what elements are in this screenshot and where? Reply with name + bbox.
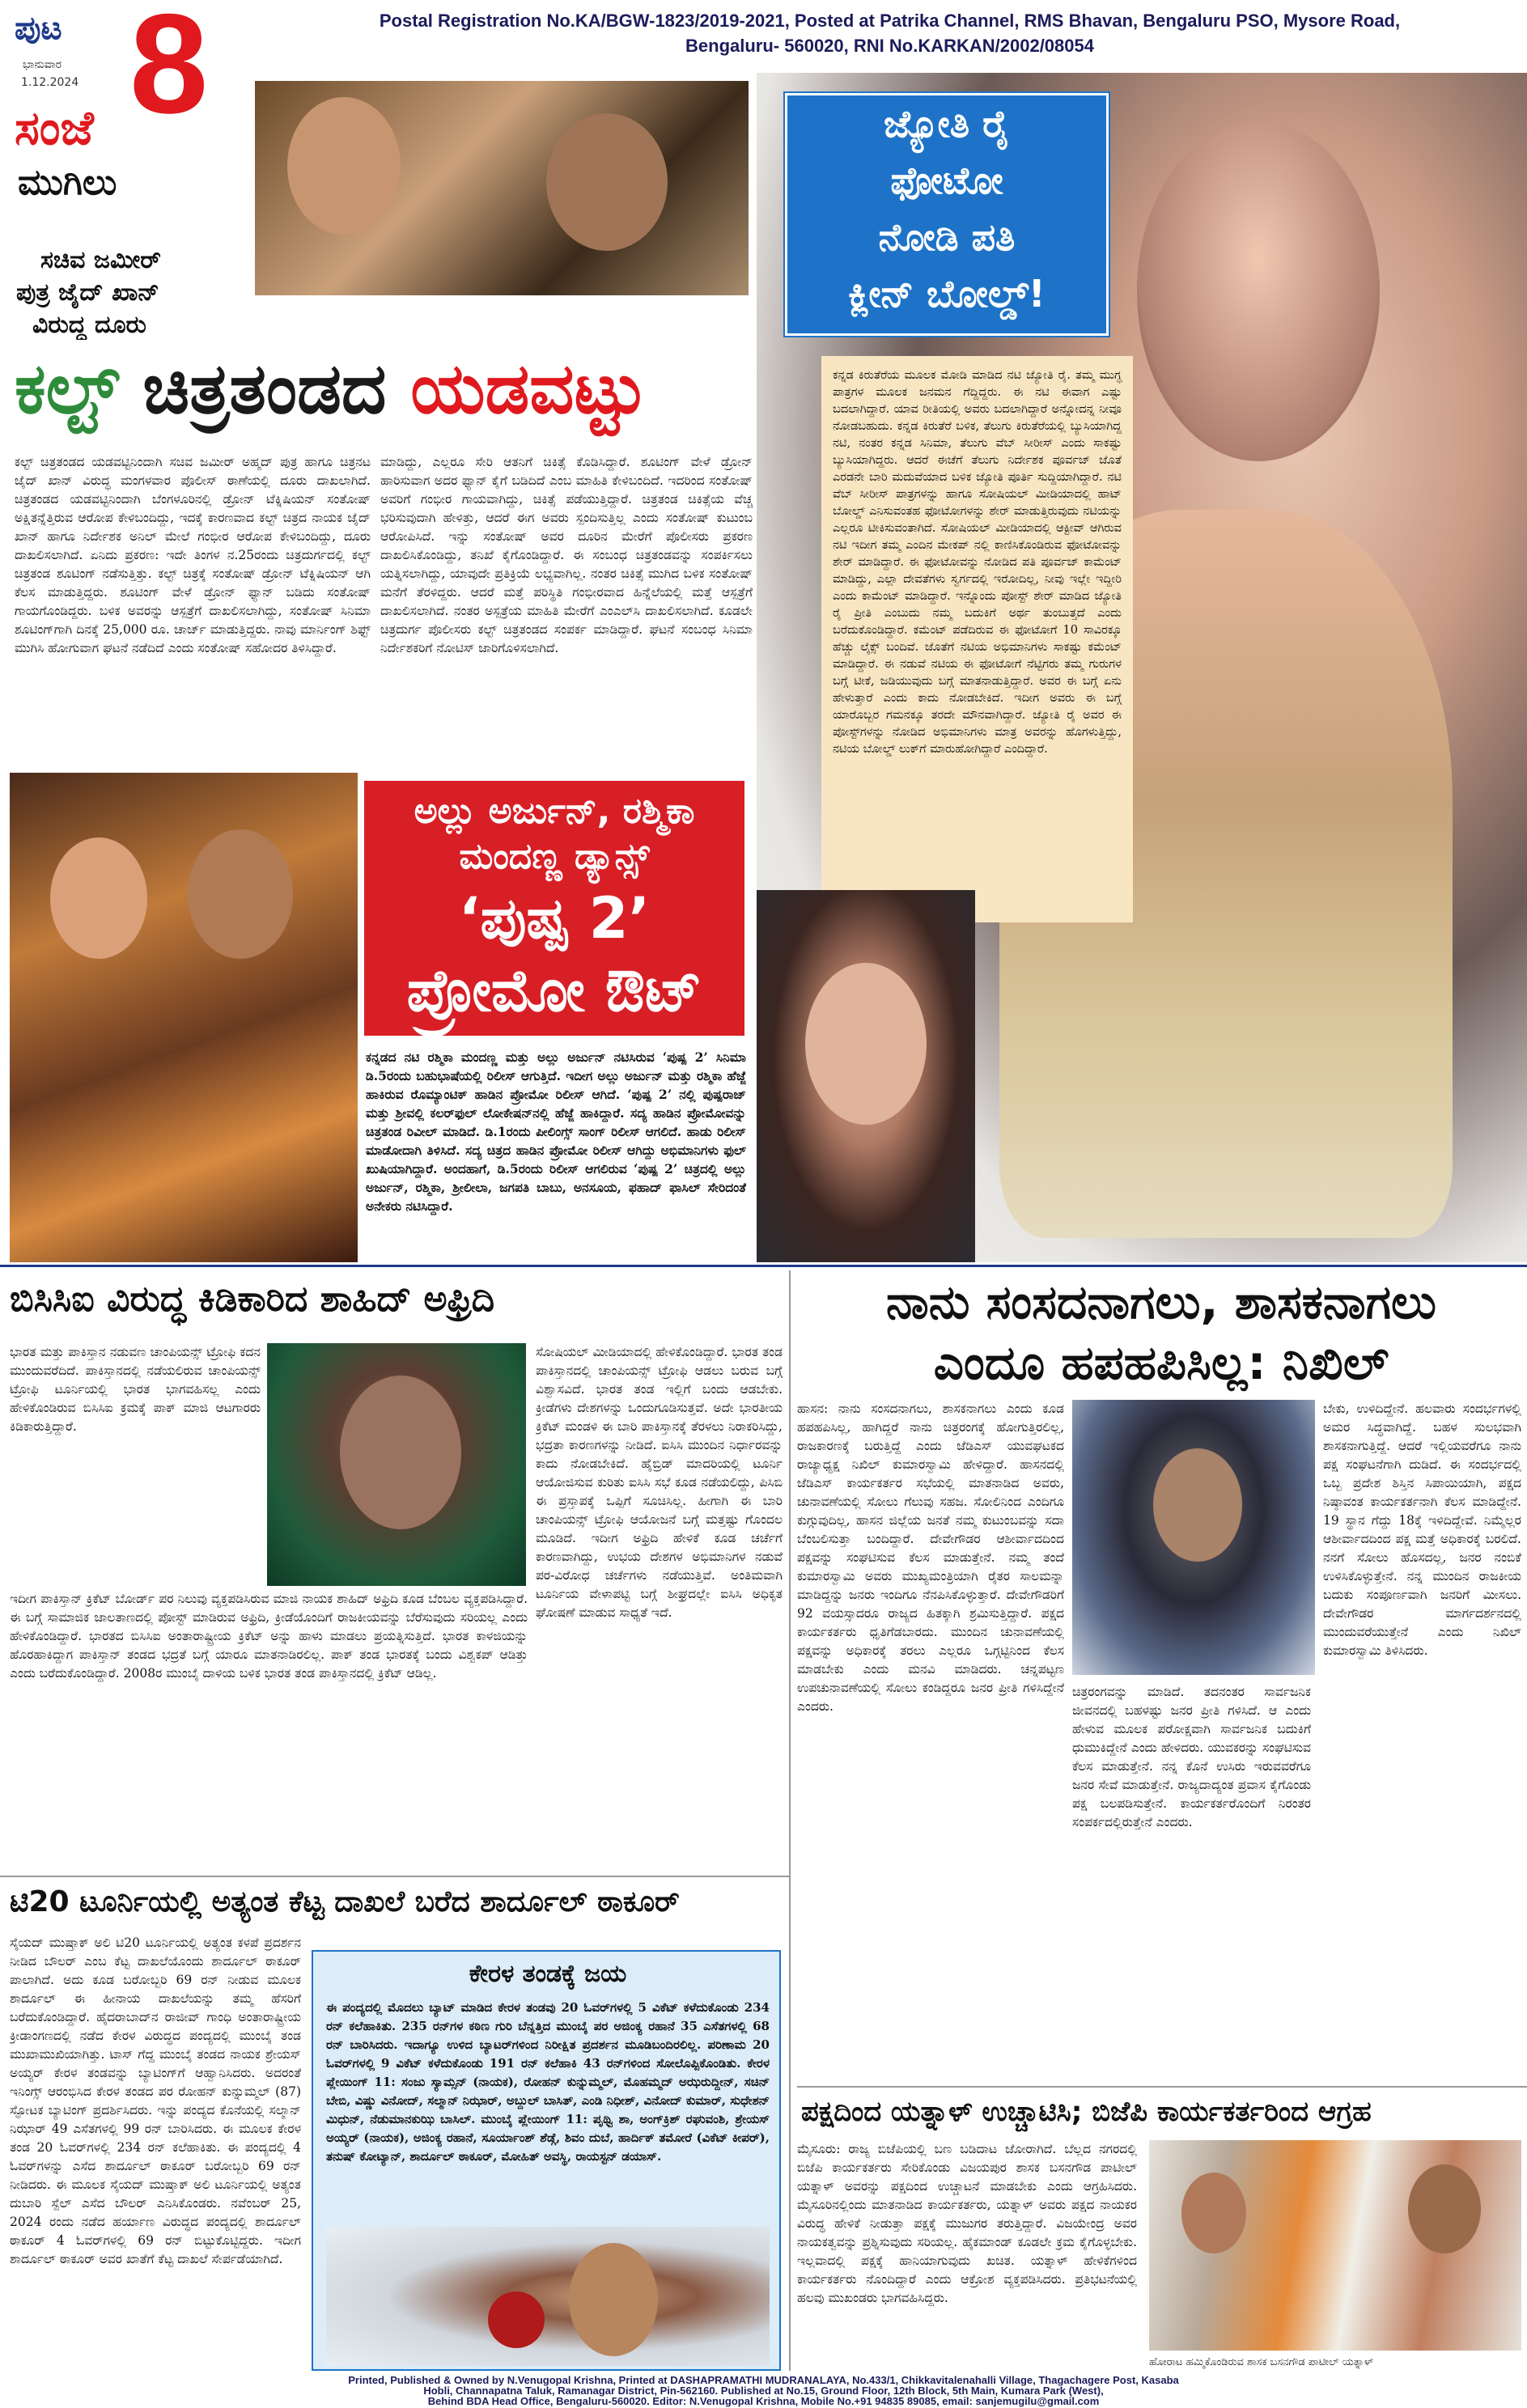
pushpa-title-line: ‘ಪುಷ್ಪ 2’: [458, 885, 651, 952]
pushpa-title-line: ಅಲ್ಲು ಅರ್ಜುನ್, ರಶ್ಮಿಕಾ: [414, 791, 695, 832]
afridi-headline: ಬಿಸಿಸಿಐ ವಿರುದ್ಧ ಕಿಡಿಕಾರಿದ ಶಾಹಿದ್ ಅಫ್ರಿದಿ: [10, 1278, 495, 1320]
pushpa-title-box: [364, 781, 744, 1036]
column-divider: [789, 1270, 791, 2371]
cult-headline-part: ಚಿತ್ರತಂಡದ: [118, 349, 411, 430]
jyothi-title-box: [785, 93, 1109, 336]
imprint-line: Behind BDA Head Office, Bengaluru-560020. Editor: N.Venugopal Krishna, Mobile No.+91 94835 89085, email: sanjemugilu@gmail.com: [427, 2395, 1100, 2407]
jyothi-article-box: [821, 356, 1133, 922]
portrait-face-graphic: [340, 1376, 461, 1529]
pushpa-article-text: ಕನ್ನಡದ ನಟಿ ರಶ್ಮಿಕಾ ಮಂದಣ್ಣ ಮತ್ತು ಅಲ್ಲು ಅರ್ಜುನ್ ನಟಿಸಿರುವ ‘ಪುಷ್ಪ 2’ ಸಿನಿಮಾ ಡಿ.5ರಂದು ಬಹುಭಾಷೆಯಲ್ಲಿ ರಿಲೀಸ್ ಆಗುತ್ತಿದೆ. ಇದೀಗ ಅಲ್ಲು ಅರ್ಜುನ್ ಮತ್ತು ರಶ್ಮಿಕಾ ಹೆಜ್ಜೆ ಹಾಕಿರುವ ರೊಮ್ಯಾಂಟಿಕ್ ಹಾಡಿನ ಪ್ರೋಮೋ ರಿಲೀಸ್ ಆಗಿದೆ. ‘ಪುಷ್ಪ 2’ ನಲ್ಲಿ ಪುಷ್ಪರಾಜ್ ಮತ್ತು ಶ್ರೀವಲ್ಲಿ ಕಲರ್‌ಫುಲ್ ಲೋಕೇಷನ್‌ನಲ್ಲಿ ಹೆಜ್ಜೆ ಹಾಕಿದ್ದಾರೆ. ಸದ್ಯ ಹಾಡಿನ ಪ್ರೋಮೋವನ್ನು ಚಿತ್ರತಂಡ ರಿವೀಲ್ ಮಾಡಿದೆ. ಡಿ.1ರಂದು ಪೀಲಿಂಗ್ಸ್ ಸಾಂಗ್ ರಿಲೀಸ್ ಆಗಲಿದೆ. ಹಾಡು ರಿಲೀಸ್ ಮಾಡೋದಾಗಿ ತಿಳಿಸಿದೆ. ಸದ್ಯ ಚಿತ್ರದ ಹಾಡಿನ ಪ್ರೋಮೋ ರಿಲೀಸ್ ಆಗಿದ್ದು ಅಭಿಮಾನಿಗಳು ಫುಲ್ ಖುಷಿಯಾಗಿದ್ದಾರೆ. ಅಂದಹಾಗೆ, ಡಿ.5ರಂದು ರಿಲೀಸ್ ಆಗಲಿರುವ ‘ಪುಷ್ಪ 2’ ಚಿತ್ರದಲ್ಲಿ ಅಲ್ಲು ಅರ್ಜುನ್, ರಶ್ಮಿಕಾ, ಶ್ರೀಲೀಲಾ, ಜಗಪತಿ ಬಾಬು, ಅನಸೂಯ, ಫಹಾದ್ ಫಾಸಿಲ್ ಸೇರಿದಂತೆ ಅನೇಕರು ನಟಿಸಿದ್ದಾರೆ.: [366, 1049, 746, 1214]
kicker-line: ವಿರುದ್ಧ ದೂರು: [32, 311, 146, 339]
nikhil-headline-line-2: ಎಂದೂ ಹಪಹಪಿಸಿಲ್ಲ: ನಿಖಿಲ್: [933, 1335, 1389, 1390]
yatnal-protest-photo: [1149, 2140, 1521, 2351]
pushpa-2-photo: [10, 773, 358, 1262]
jyothi-title-line: ಜ್ಯೋತಿ ರೈ: [884, 102, 1010, 146]
actor-face-graphic: [50, 837, 147, 959]
afridi-article-column-1b: ಇದೀಗ ಪಾಕಿಸ್ತಾನ್ ಕ್ರಿಕೆಟ್ ಬೋರ್ಡ್ ಪರ ನಿಲುವು ವ್ಯಕ್ತಪಡಿಸಿರುವ ಮಾಜಿ ನಾಯಕ ಶಾಹಿದ್ ಅಫ್ರಿದಿ ಕೂಡ ಬೆಂಬಲ ವ್ಯಕ್ತಪಡಿಸಿದ್ದಾರೆ. ಈ ಬಗ್ಗೆ ಸಾಮಾಜಿಕ ಜಾಲತಾಣದಲ್ಲಿ ಪೋಸ್ಟ್ ಮಾಡಿರುವ ಅಫ್ರಿದಿ, ಕ್ರೀಡೆಯೊಂದಿಗೆ ರಾಜಕೀಯವನ್ನು ಬೆರೆಸುವುದು ಸರಿಯಲ್ಲ ಎಂದು ಹೇಳಿಕೊಂಡಿದ್ದಾರೆ. ಭಾರತದ ಬಿಸಿಸಿಐ ಅಂತಾರಾಷ್ಟ್ರೀಯ ಕ್ರಿಕೆಟ್ ಅನ್ನು ಹಾಳು ಮಾಡಲು ಪ್ರಯತ್ನಿಸುತ್ತಿದೆ. ಭಾರತ ಕಾಳಜಿಯನ್ನು ಹೊರಹಾಕಿದ್ದಾಗ ಪಾಕಿಸ್ತಾನ್ ತಂಡದ ಭದ್ರತೆ ಬಗ್ಗೆ ಯಾರೂ ಮಾತನಾಡಿರಲಿಲ್ಲ. ಪಾಕ್ ತಂಡ ಭಾರತಕ್ಕೆ ಬಂದು ವಿಶ್ವಕಪ್ ಆಡಿತ್ತು ಎಂದು ಬರೆದುಕೊಂಡಿದ್ದಾರೆ. 2008ರ ಮುಂಬೈ ದಾಳಿಯ ಬಳಿಕ ಭಾರತ ತಂಡ ಪಾಕಿಸ್ತಾನದಲ್ಲಿ ಕ್ರಿಕೆಟ್ ಆಡಿಲ್ಲ.: [10, 1592, 528, 1681]
cult-film-photo: [255, 81, 749, 295]
section-divider: [0, 1265, 1527, 1267]
person-graphic: [1408, 2164, 1481, 2253]
postal-registration: [252, 0, 1527, 68]
thakur-article: ಸೈಯದ್ ಮುಷ್ತಾಕ್ ಅಲಿ ಟಿ20 ಟೂರ್ನಿಯಲ್ಲಿ ಅತ್ಯಂತ ಕಳಪೆ ಪ್ರದರ್ಶನ ನೀಡಿದ ಬೌಲರ್ ಎಂಬ ಕೆಟ್ಟ ದಾಖಲೆಯೊಂದು ಶಾರ್ದೂಲ್ ಠಾಕೂರ್ ಪಾಲಾಗಿದೆ. ಅದು ಕೂಡ ಬರೋಬ್ಬರಿ 69 ರನ್ ನೀಡುವ ಮೂಲಕ ಶಾರ್ದೂಲ್ ಈ ಹೀನಾಯ ದಾಖಲೆಯನ್ನು ತಮ್ಮ ಹೆಸರಿಗೆ ಬರೆದುಕೊಂಡಿದ್ದಾರೆ. ಹೈದರಾಬಾದ್‌ನ ರಾಜೀವ್ ಗಾಂಧಿ ಅಂತಾರಾಷ್ಟ್ರೀಯ ಕ್ರೀಡಾಂಗಣದಲ್ಲಿ ನಡೆದ ಕೇರಳ ವಿರುದ್ಧದ ಪಂದ್ಯದಲ್ಲಿ ಮುಂಬೈ ತಂಡ ಮುಖಾಮುಖಿಯಾಗಿತ್ತು. ಟಾಸ್ ಗೆದ್ದ ಮುಂಬೈ ತಂಡದ ನಾಯಕ ಶ್ರೇಯಸ್ ಅಯ್ಯರ್ ಕೇರಳ ತಂಡವನ್ನು ಬ್ಯಾಟಿಂಗ್‌ಗೆ ಆಹ್ವಾನಿಸಿದರು. ಅದರಂತೆ ಇನಿಂಗ್ಸ್ ಆರಂಭಿಸಿದ ಕೇರಳ ತಂಡದ ಪರ ರೋಹನ್ ಕುನ್ನುಮ್ಮಲ್ (87) ಸ್ಫೋಟಕ ಬ್ಯಾಟಿಂಗ್ ಪ್ರದರ್ಶಿಸಿದರು. ಇನ್ನು ಪಂದ್ಯದ ಕೊನೆಯಲ್ಲಿ ಸಲ್ಮಾನ್ ನಿಝಾರ್ 49 ಎಸೆತಗಳಲ್ಲಿ 99 ರನ್ ಬಾರಿಸಿದರು. ಈ ಮೂಲಕ ಕೇರಳ ತಂಡ 20 ಓವರ್‌ಗಳಲ್ಲಿ 234 ರನ್ ಕಲೆಹಾಕಿತು. ಈ ಪಂದ್ಯದಲ್ಲಿ 4 ಓವರ್‌ಗಳನ್ನು ಎಸೆದ ಶಾರ್ದೂಲ್ ಠಾಕೂರ್ ಬರೋಬ್ಬರಿ 69 ರನ್ ನೀಡಿದರು. ಈ ಮೂಲಕ ಸೈಯದ್ ಮುಷ್ತಾಕ್ ಅಲಿ ಟೂರ್ನಿಯಲ್ಲಿ ಅತ್ಯಂತ ದುಬಾರಿ ಸ್ಪೆಲ್ ಎಸೆದ ಬೌಲರ್ ಎನಿಸಿಕೊಂಡರು. ನವೆಂಬರ್ 25, 2024 ರಂದು ನಡೆದ ಹರ್ಯಾಣ ವಿರುದ್ಧದ ಪಂದ್ಯದಲ್ಲಿ ಶಾರ್ದೂಲ್ ಠಾಕೂರ್ 4 ಓವರ್‌ಗಳಲ್ಲಿ 69 ರನ್ ಬಿಟ್ಟುಕೊಟ್ಟಿದ್ದರು. ಇದೀಗ ಶಾರ್ದೂಲ್ ಠಾಕೂರ್ ಅವರ ಖಾತೆಗೆ ಕೆಟ್ಟ ದಾಖಲೆ ಸೇರ್ಪಡೆಯಾಗಿದೆ.: [10, 1935, 301, 2266]
page-label: ಪುಟ: [15, 10, 62, 47]
paper-name: ಸಂಜೆ: [15, 100, 94, 155]
person-graphic: [1181, 2173, 1246, 2253]
cricket-ball-graphic: [488, 2291, 545, 2348]
pushpa-title-line: ಮಂದಣ್ಣ ಡ್ಯಾನ್ಸ್: [459, 836, 650, 877]
imprint-line: Hobli, Channapatna Taluk, Ramanagar District, Pin-562160. Published at No.15, Ground Floor, 12th Block, 5th Main, Kumara Park (West),: [423, 2385, 1104, 2397]
imprint-footer: [0, 2375, 1527, 2408]
kicker-line: ಸಚಿವ ಜಮೀರ್: [40, 246, 161, 274]
pushpa-article: [366, 1048, 746, 1258]
portrait-face-graphic: [569, 2243, 658, 2356]
afridi-article-column-2: ಸೋಷಿಯಲ್ ಮೀಡಿಯಾದಲ್ಲಿ ಹೇಳಿಕೊಂಡಿದ್ದಾರೆ. ಭಾರತ ತಂಡ ಪಾಕಿಸ್ತಾನದಲ್ಲಿ ಚಾಂಪಿಯನ್ಸ್ ಟ್ರೋಫಿ ಆಡಲು ಬರುವ ಬಗ್ಗೆ ವಿಶ್ವಾಸವಿದೆ. ಭಾರತ ತಂಡ ಇಲ್ಲಿಗೆ ಬಂದು ಆಡಬೇಕು. ಕ್ರೀಡೆಗಳು ದೇಶಗಳನ್ನು ಒಂದುಗೂಡಿಸುತ್ತವೆ. ಅದೇ ಭಾರತೀಯ ಕ್ರಿಕೆಟ್ ಮಂಡಳಿ ಈ ಬಾರಿ ಪಾಕಿಸ್ತಾನಕ್ಕೆ ತೆರಳಲು ನಿರಾಕರಿಸಿದ್ದು, ಭದ್ರತಾ ಕಾರಣಗಳನ್ನು ನೀಡಿದೆ. ಐಸಿಸಿ ಮುಂದಿನ ನಿರ್ಧಾರವನ್ನು ಕಾದು ನೋಡಬೇಕಿದೆ. ಹೈಬ್ರಿಡ್ ಮಾದರಿಯಲ್ಲಿ ಟೂರ್ನಿ ಆಯೋಜಿಸುವ ಕುರಿತು ಐಸಿಸಿ ಸಭೆ ಕೂಡ ನಡೆಯಲಿದ್ದು, ಪಿಸಿಬಿ ಈ ಪ್ರಸ್ತಾಪಕ್ಕೆ ಒಪ್ಪಿಗೆ ಸೂಚಿಸಿಲ್ಲ. ಹೀಗಾಗಿ ಈ ಬಾರಿ ಚಾಂಪಿಯನ್ಸ್ ಟ್ರೋಫಿ ಆಯೋಜನೆ ಬಗ್ಗೆ ಮತ್ತಷ್ಟು ಗೊಂದಲ ಮೂಡಿದೆ. ಇದೀಗ ಅಫ್ರಿದಿ ಹೇಳಿಕೆ ಕೂಡ ಚರ್ಚೆಗೆ ಕಾರಣವಾಗಿದ್ದು, ಉಭಯ ದೇಶಗಳ ಅಭಿಮಾನಿಗಳ ನಡುವೆ ಪರ-ವಿರೋಧ ಚರ್ಚೆಗಳು ನಡೆಯುತ್ತಿವೆ. ಅಂತಿಮವಾಗಿ ಟೂರ್ನಿಯ ವೇಳಾಪಟ್ಟಿ ಬಗ್ಗೆ ಶೀಘ್ರದಲ್ಲೇ ಐಸಿಸಿ ಅಧಿಕೃತ ಘೋಷಣೆ ಮಾಡುವ ಸಾಧ್ಯತೆ ಇದೆ.: [536, 1345, 783, 1620]
thakur-headline: ಟಿ20 ಟೂರ್ನಿಯಲ್ಲಿ ಅತ್ಯಂತ ಕೆಟ್ಟ ದಾಖಲೆ ಬರೆದ ಶಾರ್ದೂಲ್ ಠಾಕೂರ್: [10, 1885, 680, 1918]
cult-article-column-1: ಕಲ್ಟ್ ಚಿತ್ರತಂಡದ ಯಡವಟ್ಟಿನಿಂದಾಗಿ ಸಚಿವ ಜಮೀರ್ ಅಹ್ಮದ್ ಪುತ್ರ ಹಾಗೂ ಚಿತ್ರನಟ ಜೈದ್ ಖಾನ್ ವಿರುದ್ಧ ಮಂಗಳವಾರ ಪೊಲೀಸ್ ಠಾಣೆಯಲ್ಲಿ ದೂರು ದಾಖಲಾಗಿದೆ. ಚಿತ್ರತಂಡದ ಯಡವಟ್ಟಿನಿಂದಾಗಿ ಬೆಂಗಳೂರಿನಲ್ಲಿ ಡ್ರೋನ್ ಟೆಕ್ನಿಷಿಯನ್ ಸಂತೋಷ್ ಅಕ್ಷಿತನ್ನೆತ್ತಿರುವ ಆರೋಪ ಕೇಳಿಬಂದಿದ್ದು, ಇದಕ್ಕೆ ಕಾರಣವಾದ ಕಲ್ಟ್ ಚಿತ್ರದ ನಾಯಕ ಜೈದ್ ಖಾನ್ ಹಾಗೂ ನಿರ್ದೇಶಕ ಅನಿಲ್ ಮೇಲೆ ಗಂಭೀರ ಆರೋಪ ಕೇಳಿಬಂದಿದ್ದು, ದೂರು ದಾಖಲಿಸಲಾಗಿದೆ. ಏನಿದು ಪ್ರಕರಣ: ಇದೇ ತಿಂಗಳ ನ.25ರಂದು ಚಿತ್ರದುರ್ಗದಲ್ಲಿ ಕಲ್ಟ್ ಚಿತ್ರತಂಡ ಶೂಟಿಂಗ್ ನಡೆಸುತ್ತಿತ್ತು. ಕಲ್ಟ್ ಚಿತ್ರಕ್ಕೆ ಸಂತೋಷ್ ಡ್ರೋನ್ ಟೆಕ್ನಿಷಿಯನ್ ಆಗಿ ಕೆಲಸ ಮಾಡುತ್ತಿದ್ದರು. ಶೂಟಿಂಗ್ ವೇಳೆ ಡ್ರೋನ್ ಫ್ಯಾನ್ ಬಡಿದು ಸಂತೋಷ್ ಗಾಯಗೊಂಡಿದ್ದರು. ಬಳಿಕ ಅವರನ್ನು ಆಸ್ಪತ್ರೆಗೆ ದಾಖಲಿಸಲಾಗಿದ್ದು, ಸಂತೋಷ್ ಸಿನಿಮಾ ಶೂಟಿಂಗ್‌ಗಾಗಿ ದಿನಕ್ಕೆ 25,000 ರೂ. ಚಾರ್ಜ್ ಮಾಡುತ್ತಿದ್ದರು. ನಾವು ಮಾರ್ನಿಂಗ್ ಶಿಫ್ಟ್ ಮುಗಿಸಿ ಹೋಗುವಾಗ ಘಟನೆ ನಡೆದಿದೆ ಎಂದು ಸಂತೋಷ್ ಸಹೋದರ ತಿಳಿಸಿದ್ದಾರೆ.: [15, 455, 371, 655]
kerala-sidebar-text-wrap: [326, 1999, 770, 2221]
cult-article-column-2: ಮಾಡಿದ್ದು, ಎಲ್ಲರೂ ಸೇರಿ ಆತನಿಗೆ ಚಿಕಿತ್ಸೆ ಕೊಡಿಸಿದ್ದಾರೆ. ಶೂಟಿಂಗ್ ವೇಳೆ ಡ್ರೋನ್ ಹಾರಿಸುವಾಗ ಅದರ ಫ್ಯಾನ್ ಕೈಗೆ ಬಡಿದಿದೆ ಎಂಬ ಮಾಹಿತಿ ಕೇಳಿಬಂದಿದೆ. ಇದರಿಂದ ಸಂತೋಷ್ ಅವರಿಗೆ ಗಂಭೀರ ಗಾಯವಾಗಿದ್ದು, ಚಿಕಿತ್ಸೆ ಪಡೆಯುತ್ತಿದ್ದಾರೆ. ಚಿತ್ರತಂಡ ಚಿಕಿತ್ಸೆಯ ವೆಚ್ಚ ಭರಿಸುವುದಾಗಿ ಹೇಳಿತ್ತು, ಆದರೆ ಈಗ ಅವರು ಸ್ಪಂದಿಸುತ್ತಿಲ್ಲ ಎಂದು ಸಂತೋಷ್ ಕುಟುಂಬ ಆರೋಪಿಸಿದೆ. ಇನ್ನು ಸಂತೋಷ್ ಅವರ ದೂರಿನ ಮೇರೆಗೆ ಪೊಲೀಸರು ಪ್ರಕರಣ ದಾಖಲಿಸಿಕೊಂಡಿದ್ದು, ತನಿಖೆ ಕೈಗೊಂಡಿದ್ದಾರೆ. ಈ ಸಂಬಂಧ ಚಿತ್ರತಂಡವನ್ನು ಸಂಪರ್ಕಿಸಲು ಯತ್ನಿಸಲಾಗಿದ್ದು, ಯಾವುದೇ ಪ್ರತಿಕ್ರಿಯೆ ಲಭ್ಯವಾಗಿಲ್ಲ. ನಂತರ ಚಿಕಿತ್ಸೆ ಮುಗಿದ ಬಳಿಕ ಸಂತೋಷ್ ಮನೆಗೆ ತೆರಳಿದ್ದರು. ಆದರೆ ಮತ್ತೆ ಪರಿಸ್ಥಿತಿ ಗಂಭೀರವಾದ ಹಿನ್ನೆಲೆಯಲ್ಲಿ ಮತ್ತೆ ಆಸ್ಪತ್ರೆಗೆ ದಾಖಲಿಸಲಾಗಿದೆ. ನಂತರ ಅಸ್ಪತ್ರೆಯ ಮಾಹಿತಿ ಮೇರೆಗೆ ಎಂಎಲ್‌ಸಿ ದಾಖಲಿಸಲಾಗಿದೆ. ಕೂಡಲೇ ಚಿತ್ರದುರ್ಗ ಪೊಲೀಸರು ಕಲ್ಟ್ ಚಿತ್ರತಂಡದ ಸಂಪರ್ಕ ಮಾಡಿದ್ದಾರೆ. ಘಟನೆ ಸಂಬಂಧ ಸಿನಿಮಾ ನಿರ್ದೇಶಕರಿಗೆ ನೋಟಿಸ್ ಜಾರಿಗೊಳಿಸಲಾಗಿದೆ.: [380, 455, 753, 655]
postal-line-2: Bengaluru- 560020, RNI No.KARKAN/2002/08054: [685, 36, 1094, 56]
nikhil-article-column-2: ಚಿತ್ರರಂಗವನ್ನು ಮಾಡಿದೆ. ತದನಂತರ ಸಾರ್ವಜನಿಕ ಜೀವನದಲ್ಲಿ ಬಹಳಷ್ಟು ಜನರ ಪ್ರೀತಿ ಗಳಿಸಿದೆ. ಆ ಎಂದು ಹೇಳುವ ಮೂಲಕ ಪರೋಕ್ಷವಾಗಿ ಸಾರ್ವಜನಿಕ ಬದುಕಿಗೆ ಧುಮುಕಿದ್ದೇನೆ ಎಂದು ಹೇಳಿದರು. ಯುವಕರನ್ನು ಸಂಘಟಿಸುವ ಕೆಲಸ ಮಾಡುತ್ತೇನೆ. ನನ್ನ ಕೊನೆ ಉಸಿರು ಇರುವವರೆಗೂ ಜನರ ಸೇವೆ ಮಾಡುತ್ತೇನೆ. ರಾಜ್ಯದಾದ್ಯಂತ ಪ್ರವಾಸ ಕೈಗೊಂಡು ಪಕ್ಷ ಬಲಪಡಿಸುತ್ತೇನೆ. ಕಾರ್ಯಕರ್ತರೊಂದಿಗೆ ನಿರಂತರ ಸಂಪರ್ಕದಲ್ಲಿರುತ್ತೇನೆ ಎಂದರು.: [1072, 1685, 1311, 1829]
portrait-face-graphic: [1153, 1448, 1242, 1562]
kerala-sidebar-box: [312, 1950, 781, 2371]
actress-portrait-photo: [757, 890, 975, 1262]
jyothi-title-line: ನೋಡಿ ಪತಿ: [878, 215, 1016, 259]
nikhil-kumaraswamy-photo: [1072, 1400, 1315, 1675]
portrait-graphic: [1137, 121, 1380, 461]
shardul-thakur-photo: [326, 2227, 770, 2366]
page-number: 8: [129, 0, 209, 143]
yatnal-headline: ಪಕ್ಷದಿಂದ ಯತ್ನಾಳ್ ಉಚ್ಚಾಟಿಸಿ; ಬಿಜೆಪಿ ಕಾರ್ಯಕರ್ತರಿಂದ ಆಗ್ರಹ: [801, 2096, 1372, 2128]
yatnal-photo-caption: ಹೋರಾಟ ಹಮ್ಮಿಕೊಂಡಿರುವ ಶಾಸಕ ಬಸನಗೌಡ ಪಾಟೀಲ್ ಯತ್ನಾಳ್: [1149, 2356, 1374, 2368]
imprint-line: Printed, Published & Owned by N.Venugopal Krishna, Printed at DASHAPRAMATHI MUDRANALAYA, No.433/1, Chikkavitalenahalli Village, Thagachagere Post, Kasaba: [348, 2374, 1179, 2386]
afridi-article-column-1: ಭಾರತ ಮತ್ತು ಪಾಕಿಸ್ತಾನ ನಡುವಣ ಚಾಂಪಿಯನ್ಸ್ ಟ್ರೋಫಿ ಕದನ ಮುಂದುವರೆದಿದೆ. ಪಾಕಿಸ್ತಾನದಲ್ಲಿ ನಡೆಯಲಿರುವ ಚಾಂಪಿಯನ್ಸ್ ಟ್ರೋಫಿ ಟೂರ್ನಿಯಲ್ಲಿ ಭಾರತ ಭಾಗವಹಿಸಲ್ಲ ಎಂದು ಹೇಳಿಕೊಂಡಿರುವ ಬಿಸಿಸಿಐ ಕ್ರಮಕ್ಕೆ ಪಾಕ್ ಮಾಜಿ ಆಟಗಾರರು ಕಿಡಿಕಾರುತ್ತಿದ್ದಾರೆ.: [10, 1345, 261, 1434]
page-date: 1.12.2024: [21, 76, 79, 89]
paper-name-secondary: ಮುಗಿಲು: [18, 162, 117, 203]
cult-headline-part: ಕಲ್ಟ್: [15, 349, 119, 430]
kerala-sidebar-title: ಕೇರಳ ತಂಡಕ್ಕೆ ಜಯ: [469, 1960, 627, 1988]
masthead: [0, 0, 252, 243]
actor-face-graphic: [188, 829, 293, 959]
actor-face-graphic: [546, 113, 668, 251]
kerala-sidebar-text: ಈ ಪಂದ್ಯದಲ್ಲಿ ಮೊದಲು ಬ್ಯಾಟ್ ಮಾಡಿದ ಕೇರಳ ತಂಡವು 20 ಓವರ್‌ಗಳಲ್ಲಿ 5 ವಿಕೆಟ್ ಕಳೆದುಕೊಂಡು 234 ರನ್ ಕಲೆಹಾಕಿತು. 235 ರನ್‌ಗಳ ಕಠಿಣ ಗುರಿ ಬೆನ್ನತ್ತಿದ ಮುಂಬೈ ಪರ ಅಜಿಂಕ್ಯ ರಹಾನೆ 35 ಎಸೆತಗಳಲ್ಲಿ 68 ರನ್ ಬಾರಿಸಿದರು. ಇದಾಗ್ಯೂ ಉಳಿದ ಬ್ಯಾಟರ್‌ಗಳಿಂದ ನಿರೀಕ್ಷಿತ ಪ್ರದರ್ಶನ ಮೂಡಿಬಂದಿರಲಿಲ್ಲ. ಪರಿಣಾಮ 20 ಓವರ್‌ಗಳಲ್ಲಿ 9 ವಿಕೆಟ್ ಕಳೆದುಕೊಂಡು 191 ರನ್ ಕಲೆಹಾಕಿ 43 ರನ್‌ಗಳಿಂದ ಸೋಲೊಪ್ಪಿಕೊಂಡಿತು. ಕೇರಳ ಪ್ಲೇಯಿಂಗ್ 11: ಸಂಜು ಸ್ಯಾಮ್ಸನ್ (ನಾಯಕ), ರೋಹನ್ ಕುನ್ನುಮ್ಮಲ್, ಮೊಹಮ್ಮದ್ ಅಝರುದ್ದೀನ್, ಸಚಿನ್ ಬೇಬಿ, ವಿಷ್ಣು ವಿನೋದ್, ಸಲ್ಮಾನ್ ನಿಝಾರ್, ಅಬ್ದುಲ್ ಬಾಸಿತ್, ಎಂಡಿ ನಿಧೀಶ್, ವಿನೋದ್ ಕುಮಾರ್, ಸುಧೇಶನ್ ಮಿಧುನ್, ನೆಡುಮಾನಕುಝಿ ಬಾಸಿಲ್. ಮುಂಬೈ ಪ್ಲೇಯಿಂಗ್ 11: ಪೃಥ್ವಿ ಶಾ, ಅಂಗ್‌ಕ್ರಿಶ್ ರಘುವಂಶಿ, ಶ್ರೇಯಸ್ ಅಯ್ಯರ್ (ನಾಯಕ), ಅಜಿಂಕ್ಯ ರಹಾನೆ, ಸೂರ್ಯಾಂಶ್ ಶೆಡ್ಗೆ, ಶಿವಂ ದುಬೆ, ಹಾರ್ದಿಕ್ ತಮೋರೆ (ವಿಕೆಟ್ ಕೀಪರ್), ತನುಷ್ ಕೋಟ್ಯಾನ್, ಶಾರ್ದೂಲ್ ಠಾಕೂರ್, ಮೋಹಿತ್ ಅವಸ್ಥಿ, ರಾಯಸ್ಟನ್ ಡಯಾಸ್.: [326, 2000, 770, 2164]
jyothi-title-line: ಕ್ಲೀನ್ ಬೋಲ್ಡ್!: [848, 272, 1046, 316]
cult-headline: [15, 349, 647, 430]
actor-face-graphic: [287, 97, 401, 235]
shahid-afridi-photo: [267, 1343, 526, 1586]
kicker-line: ಪುತ್ರ ಜೈದ್ ಖಾನ್: [16, 278, 159, 307]
nikhil-article-column-3: ಬೇಕು, ಉಳಿದಿದ್ದೇನೆ. ಹಲವಾರು ಸಂದರ್ಭಗಳಲ್ಲಿ ಅಮರ ಸಿದ್ಧವಾಗಿದ್ದೆ. ಬಹಳ ಸುಲಭವಾಗಿ ಶಾಸಕನಾಗುತ್ತಿದ್ದೆ. ಆದರೆ ಇಲ್ಲಿಯವರೆಗೂ ನಾನು ಪಕ್ಷ ಸಂಘಟನೆಗಾಗಿ ದುಡಿದೆ. ಈ ಸಂದರ್ಭದಲ್ಲಿ ಒಬ್ಬ ಪ್ರದೇಶ ಶಿಸ್ತಿನ ಸಿಪಾಯಿಯಾಗಿ, ಪಕ್ಷದ ನಿಷ್ಠಾವಂತ ಕಾರ್ಯಕರ್ತನಾಗಿ ಕೆಲಸ ಮಾಡಿದ್ದೇನೆ. 19 ಸ್ಥಾನ ಗೆದ್ದು 18ಕ್ಕೆ ಇಳಿದಿದ್ದೇವೆ. ನಿಮ್ಮೆಲ್ಲರ ಆಶೀರ್ವಾದದಿಂದ ಪಕ್ಷ ಮತ್ತೆ ಅಧಿಕಾರಕ್ಕೆ ಬರಲಿದೆ. ನನಗೆ ಸೋಲು ಹೊಸದಲ್ಲ, ಜನರ ನಂಬಿಕೆ ಉಳಿಸಿಕೊಳ್ಳುತ್ತೇನೆ. ನನ್ನ ಮುಂದಿನ ರಾಜಕೀಯ ಬದುಕು ಸಂಪೂರ್ಣವಾಗಿ ಜನರಿಗೆ ಮೀಸಲು. ದೇವೇಗೌಡರ ಮಾರ್ಗದರ್ಶನದಲ್ಲಿ ಮುಂದುವರೆಯುತ್ತೇನೆ ಎಂದು ನಿಖಿಲ್ ಕುಮಾರಸ್ವಾಮಿ ತಿಳಿಸಿದರು.: [1323, 1401, 1521, 1658]
pushpa-title-line: ಪ್ರೋಮೋ ಔಟ್: [406, 956, 702, 1024]
page-day: ಭಾನುವಾರ: [23, 58, 62, 71]
section-divider: [0, 1876, 789, 1877]
nikhil-article-column-1: ಹಾಸನ: ನಾನು ಸಂಸದನಾಗಲು, ಶಾಸಕನಾಗಲು ಎಂದು ಕೂಡ ಹಪಹಪಿಸಿಲ್ಲ, ಹಾಗಿದ್ದರೆ ನಾನು ಚಿತ್ರರಂಗಕ್ಕೆ ಹೋಗುತ್ತಿರಲಿಲ್ಲ, ರಾಜಕಾರಣಕ್ಕೆ ಬರುತ್ತಿದ್ದೆ ಎಂದು ಜೆಡಿಎಸ್ ಯುವಘಟಕದ ರಾಜ್ಯಾಧ್ಯಕ್ಷ ನಿಖಿಲ್ ಕುಮಾರಸ್ವಾಮಿ ಹೇಳಿದ್ದಾರೆ. ಹಾಸನದಲ್ಲಿ ಜೆಡಿಎಸ್ ಕಾರ್ಯಕರ್ತರ ಸಭೆಯಲ್ಲಿ ಮಾತನಾಡಿದ ಅವರು, ಚುನಾವಣೆಯಲ್ಲಿ ಸೋಲು ಗೆಲುವು ಸಹಜ. ಸೋಲಿನಿಂದ ಎಂದಿಗೂ ಕುಗ್ಗುವುದಿಲ್ಲ, ಹಾಸನ ಜಿಲ್ಲೆಯ ಜನತೆ ನಮ್ಮ ಕುಟುಂಬವನ್ನು ಸದಾ ಬೆಂಬಲಿಸುತ್ತಾ ಬಂದಿದ್ದಾರೆ. ದೇವೇಗೌಡರ ಆಶೀರ್ವಾದದಿಂದ ಪಕ್ಷವನ್ನು ಸಂಘಟಿಸುವ ಕೆಲಸ ಮಾಡುತ್ತೇನೆ. ನಮ್ಮ ತಂದೆ ಕುಮಾರಸ್ವಾಮಿ ಅವರು ಮುಖ್ಯಮಂತ್ರಿಯಾಗಿ ರೈತರ ಸಾಲಮನ್ನಾ ಮಾಡಿದ್ದನ್ನು ಜನರು ಇಂದಿಗೂ ನೆನಪಿಸಿಕೊಳ್ಳುತ್ತಾರೆ. ದೇವೇಗೌಡರಿಗೆ 92 ವಯಸ್ಸಾದರೂ ರಾಜ್ಯದ ಹಿತಕ್ಕಾಗಿ ಶ್ರಮಿಸುತ್ತಿದ್ದಾರೆ. ಪಕ್ಷದ ಕಾರ್ಯಕರ್ತರು ಧೃತಿಗೆಡಬಾರದು. ಮುಂದಿನ ಚುನಾವಣೆಯಲ್ಲಿ ಪಕ್ಷವನ್ನು ಅಧಿಕಾರಕ್ಕೆ ತರಲು ಎಲ್ಲರೂ ಒಗ್ಗಟ್ಟಿನಿಂದ ಕೆಲಸ ಮಾಡಬೇಕು ಎಂದು ಮನವಿ ಮಾಡಿದರು. ಚನ್ನಪಟ್ಟಣ ಉಪಚುನಾವಣೆಯಲ್ಲಿ ಸೋಲು ಕಂಡಿದ್ದರೂ ಜನರ ಪ್ರೀತಿ ಗಳಿಸಿದ್ದೇನೆ ಎಂದರು.: [797, 1401, 1064, 1714]
nikhil-headline-line-1: ನಾನು ಸಂಸದನಾಗಲು, ಶಾಸಕನಾಗಲು: [885, 1274, 1436, 1329]
yatnal-article: ಮೈಸೂರು: ರಾಜ್ಯ ಬಿಜೆಪಿಯಲ್ಲಿ ಬಣ ಬಡಿದಾಟ ಜೋರಾಗಿದೆ. ಬೆಲ್ಲದ ನಗರದಲ್ಲಿ ಬಿಜೆಪಿ ಕಾರ್ಯಕರ್ತರು ಸೇರಿಕೊಂಡು ವಿಜಯಪುರ ಶಾಸಕ ಬಸನಗೌಡ ಪಾಟೀಲ್ ಯತ್ನಾಳ್ ಅವರನ್ನು ಪಕ್ಷದಿಂದ ಉಚ್ಚಾಟನೆ ಮಾಡಬೇಕು ಎಂದು ಆಗ್ರಹಿಸಿದರು. ಮೈಸೂರಿನಲ್ಲಿಂದು ಮಾತನಾಡಿದ ಕಾರ್ಯಕರ್ತರು, ಯತ್ನಾಳ್ ಅವರು ಪಕ್ಷದ ನಾಯಕರ ವಿರುದ್ಧ ಹೇಳಿಕೆ ನೀಡುತ್ತಾ ಪಕ್ಷಕ್ಕೆ ಮುಜುಗರ ತರುತ್ತಿದ್ದಾರೆ. ವಿಜಯೇಂದ್ರ ಅವರ ನಾಯಕತ್ವವನ್ನು ಪ್ರಶ್ನಿಸುವುದು ಸರಿಯಲ್ಲ. ಹೈಕಮಾಂಡ್ ಕೂಡಲೇ ಕ್ರಮ ಕೈಗೊಳ್ಳಬೇಕು. ಇಲ್ಲವಾದಲ್ಲಿ ಪಕ್ಷಕ್ಕೆ ಹಾನಿಯಾಗುವುದು ಖಚಿತ. ಯತ್ನಾಳ್ ಹೇಳಿಕೆಗಳಿಂದ ಕಾರ್ಯಕರ್ತರು ನೊಂದಿದ್ದಾರೆ ಎಂದು ಆಕ್ರೋಶ ವ್ಯಕ್ತಪಡಿಸಿದರು. ಪ್ರತಿಭಟನೆಯಲ್ಲಿ ಹಲವು ಮುಖಂಡರು ಭಾಗವಹಿಸಿದ್ದರು.: [797, 2142, 1137, 2305]
jyothi-article-text: ಕನ್ನಡ ಕಿರುತೆರೆಯ ಮೂಲಕ ಮೋಡಿ ಮಾಡಿದ ನಟಿ ಜ್ಯೋತಿ ರೈ. ತಮ್ಮ ಮುಗ್ಧ ಪಾತ್ರಗಳ ಮೂಲಕ ಜನಮನ ಗೆದ್ದಿದ್ದರು. ಈ ನಟಿ ಈವಾಗ ಎಷ್ಟು ಬದಲಾಗಿದ್ದಾರೆ. ಯಾವ ರೀತಿಯಲ್ಲಿ ಅವರು ಬದಲಾಗಿದ್ದಾರೆ ಅನ್ನೋದನ್ನ ನೀವೂ ನೋಡಬಹುದು. ಕನ್ನಡ ಕಿರುತೆರೆ ಬಳಿಕ, ತೆಲುಗು ಕಿರುತೆರೆಯಲ್ಲಿ ಬ್ಯುಸಿಯಾಗಿದ್ದ ನಟಿ, ನಂತರ ಕನ್ನಡ ಸಿನಿಮಾ, ತೆಲುಗು ವೆಬ್ ಸೀರೀಸ್ ಎಂದು ಸಾಕಷ್ಟು ಬ್ಯುಸಿಯಾಗಿದ್ದರು. ಆದರೆ ಈಚೆಗೆ ತೆಲುಗು ನಿರ್ದೇಶಕ ಪೂರ್ವಜ್ ಜೊತೆ ಎರಡನೇ ಬಾರಿ ಮದುವೆಯಾದ ಬಳಿಕ ಜ್ಯೋತಿ ಪೂರ್ತಿ ಸುದ್ದಿಯಾಗಿದ್ದಾರೆ. ನಟಿ ವೆಬ್ ಸೀರೀಸ್ ಪಾತ್ರಗಳನ್ನು ಹಾಗೂ ಸೋಷಿಯಲ್ ಮೀಡಿಯಾದಲ್ಲಿ ಹಾಟ್ ಬೋಲ್ಡ್ ಎನಿಸುವಂತಹ ಫೋಟೋಗಳನ್ನು ಶೇರ್ ಮಾಡುತ್ತಿರುವುದು ನಟಿಯನ್ನು ಎಲ್ಲರೂ ಟೀಕಿಸುವಂತಾಗಿದೆ. ಸೋಷಿಯಲ್ ಮೀಡಿಯಾದಲ್ಲಿ ಆಕ್ಟೀವ್ ಆಗಿರುವ ನಟಿ ಇದೀಗ ತಮ್ಮ ಎಂದಿನ ಮೇಕಪ್ ನಲ್ಲಿ ಕಾಣಿಸಿಕೊಂಡಿರುವ ಫೋಟೋವನ್ನು ಶೇರ್ ಮಾಡಿದ್ದಾರೆ. ಈ ಫೋಟೋವನ್ನು ನೋಡಿದ ಪತಿ ಪೂರ್ವಜ್ ಕಾಮೆಂಟ್ ಮಾಡಿದ್ದು, ಎಲ್ಲಾ ದೇವತೆಗಳು ಸ್ವರ್ಗದಲ್ಲಿ ಇರೋದಿಲ್ಲ, ನೀವು ಇಲ್ಲೇ ಇದ್ದೀರಿ ಎಂದು ಕಾಮೆಂಟ್ ಮಾಡಿದ್ದಾರೆ. ಇನ್ನೊಂದು ಪೋಸ್ಟ್ ಶೇರ್ ಮಾಡಿದ ಜ್ಯೋತಿ ರೈ ಪ್ರೀತಿ ಎಂಬುದು ನಮ್ಮ ಬದುಕಿಗೆ ಅರ್ಥ ತುಂಬುತ್ತದೆ ಎಂದು ಬರೆದುಕೊಂಡಿದ್ದಾರೆ. ಕಮೆಂಟ್ ಪಡೆದಿರುವ ಈ ಫೋಟೋಗೆ 10 ಸಾವಿರಕ್ಕೂ ಹೆಚ್ಚು ಲೈಕ್ಸ್ ಬಂದಿವೆ. ಜೊತೆಗೆ ನಟಿಯ ಅಭಿಮಾನಿಗಳು ಸಾಕಷ್ಟು ಕಮೆಂಟ್ ಮಾಡಿದ್ದಾರೆ. ಈ ನಡುವೆ ನಟಿಯ ಈ ಫೋಟೋಗೆ ನೆಟ್ಟಿಗರು ತಮ್ಮ ಗುರುಗಳ ಬಗ್ಗೆ ಟೀಕೆ, ಜಡಿಯುವುದು ಬಗ್ಗೆ ಮಾತನಾಡುತ್ತಿದ್ದಾರೆ. ಅವರ ಈ ಬಗ್ಗೆ ಏನು ಹೇಳುತ್ತಾರೆ ಎಂದು ಕಾದು ನೋಡಬೇಕಿದೆ. ಇದೀಗ ಅವರು ಈ ಬಗ್ಗೆ ಯಾರೊಬ್ಬರ ಗಮನಕ್ಕೂ ತರದೇ ಮೌನವಾಗಿದ್ದಾರೆ. ಜ್ಯೋತಿ ರೈ ಅವರ ಈ ಪೋಸ್ಟ್‌ಗಳನ್ನು ನೋಡಿದ ಅಭಿಮಾನಿಗಳು ಮಾತ್ರ ಅವರನ್ನು ಹೊಗಳುತ್ತಿದ್ದು, ನಟಿಯ ಬೋಲ್ಡ್ ಲುಕ್‌ಗೆ ಮಾರುಹೋಗಿದ್ದಾರೆ ಎಂದಿದ್ದಾರೆ.: [833, 369, 1122, 756]
portrait-face-graphic: [805, 963, 927, 1125]
section-divider: [797, 2086, 1527, 2088]
cult-headline-part: ಯಡವಟ್ಟು: [410, 349, 647, 430]
postal-line-1: Postal Registration No.KA/BGW-1823/2019-2021, Posted at Patrika Channel, RMS Bhavan, Bengaluru PSO, Mysore Road,: [379, 11, 1401, 31]
jyothi-title-line: ಫೋಟೋ: [890, 159, 1003, 202]
